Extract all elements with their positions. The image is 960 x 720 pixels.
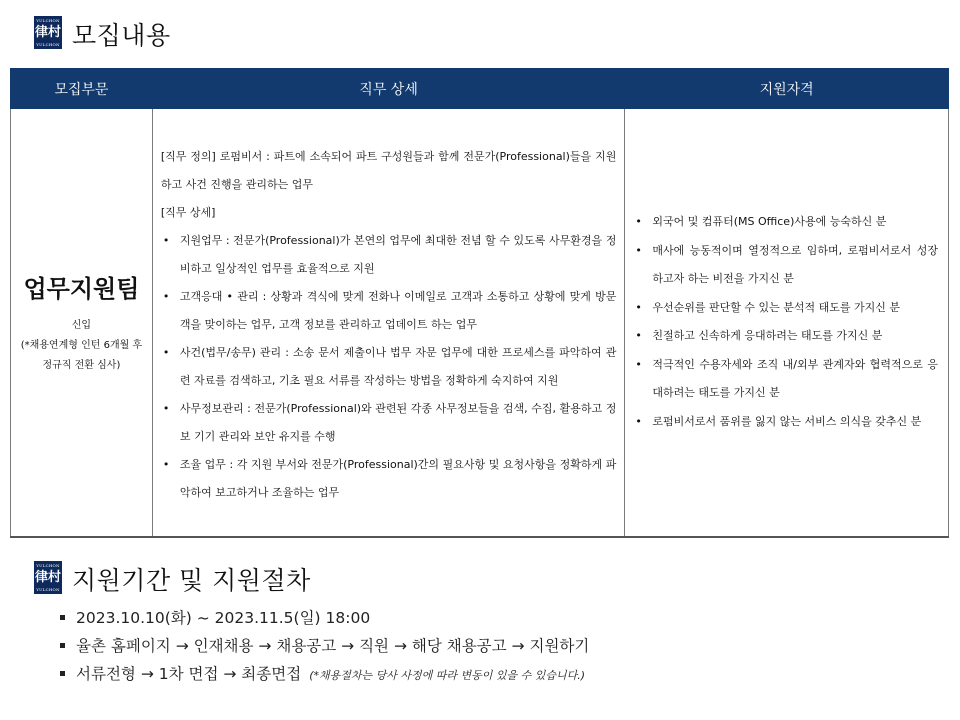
department-cell <box>11 109 153 537</box>
yulchon-logo <box>34 561 62 594</box>
list-item: • 사무정보관리 : 전문가(Professional)와 관련된 각종 사무정보들을 검색, 수집, 활용하고 정보 기기 관리와 보안 유지를 수행 <box>161 395 617 451</box>
list-item: • 고객응대 • 관리 : 상황과 격식에 맞게 전화나 이메일로 고객과 소통하고 상황에 맞게 방문객을 맞이하는 업무, 고객 정보를 관리하고 업데이트 하는 업무 <box>161 283 617 339</box>
recruitment-table <box>10 68 949 538</box>
table-row <box>11 109 949 537</box>
application-path: 율촌 홈페이지 → 인재채용 → 채용공고 → 직원 → 해당 채용공고 → 지원하기 <box>76 637 590 655</box>
selection-steps-note: (*채용절차는 당사 사정에 따라 변동이 있을 수 있습니다.) <box>309 669 586 682</box>
list-item: • 로펌비서로서 품위를 잃지 않는 서비스 의식을 갖추신 분 <box>633 408 938 437</box>
list-item: • 매사에 능동적이며 열정적으로 임하며, 로펌비서로서 성장하고자 하는 비전을 가지신 분 <box>633 237 938 294</box>
job-detail-list <box>161 227 617 507</box>
department-note: (*채용연계형 인턴 6개월 후 정규직 전환 심사) <box>20 339 143 371</box>
qualifications-cell <box>625 109 949 537</box>
list-item <box>60 604 589 632</box>
logo-top-text: YULCHON <box>36 18 60 23</box>
job-detail-cell <box>152 109 625 537</box>
section-title-application: 지원기간 및 지원절차 <box>72 566 311 595</box>
list-item: • 우선순위를 판단할 수 있는 분석적 태도를 가지신 분 <box>633 294 938 323</box>
list-item <box>60 632 589 660</box>
logo-bottom-text: YULCHON <box>36 587 60 592</box>
job-detail-label: [직무 상세] <box>160 206 216 220</box>
logo-top-text: YULCHON <box>36 563 60 568</box>
list-item: • 조율 업무 : 각 지원 부서와 전문가(Professional)간의 필요사항 및 요청사항을 정확하게 파악하여 보고하거나 조율하는 업무 <box>161 451 617 507</box>
list-item: • 친절하고 신속하게 응대하려는 태도를 가지신 분 <box>633 322 938 351</box>
square-bullet-icon <box>60 643 65 648</box>
department-name: 업무지원팀 <box>23 274 140 303</box>
logo-bottom-text: YULCHON <box>36 42 60 47</box>
table-header-row <box>11 69 949 109</box>
logo-hanja: 律村 <box>34 569 61 585</box>
list-item <box>60 660 589 690</box>
square-bullet-icon <box>60 671 65 676</box>
header-department: 모집부문 <box>11 69 153 109</box>
application-period: 2023.10.10(화) ~ 2023.11.5(일) 18:00 <box>76 609 371 627</box>
application-procedure <box>60 604 589 690</box>
section-title-recruitment: 모집내용 <box>72 21 171 50</box>
job-definition-text: 로펌비서 : 파트에 소속되어 파트 구성원들과 함께 전문가(Professional)들을 지원하고 사건 진행을 관리하는 업무 <box>160 150 617 192</box>
square-bullet-icon <box>60 615 65 620</box>
department-level: 신입 <box>71 319 92 331</box>
list-item: • 지원업무 : 전문가(Professional)가 본연의 업무에 최대한 전념 할 수 있도록 사무환경을 정비하고 일상적인 업무를 효율적으로 지원 <box>161 227 617 283</box>
list-item: • 사건(법무/송무) 관리 : 소송 문서 제출이나 법무 자문 업무에 대한 프로세스를 파악하여 관련 자료를 검색하고, 기초 필요 서류를 작성하는 방법을 정확하게 숙지하여 지원 <box>161 339 617 395</box>
header-job-detail: 직무 상세 <box>152 69 625 109</box>
qualifications-list <box>633 208 938 436</box>
selection-steps: 서류전형 → 1차 면접 → 최종면접 <box>76 665 302 683</box>
job-definition-label: [직무 정의] <box>160 150 216 164</box>
list-item: • 적극적인 수용자세와 조직 내/외부 관계자와 협력적으로 응대하려는 태도를 가지신 분 <box>633 351 938 408</box>
yulchon-logo <box>34 16 62 49</box>
job-definition <box>161 143 617 199</box>
logo-hanja: 律村 <box>34 24 61 40</box>
list-item: • 외국어 및 컴퓨터(MS Office)사용에 능숙하신 분 <box>633 208 938 237</box>
header-qualifications: 지원자격 <box>625 69 949 109</box>
